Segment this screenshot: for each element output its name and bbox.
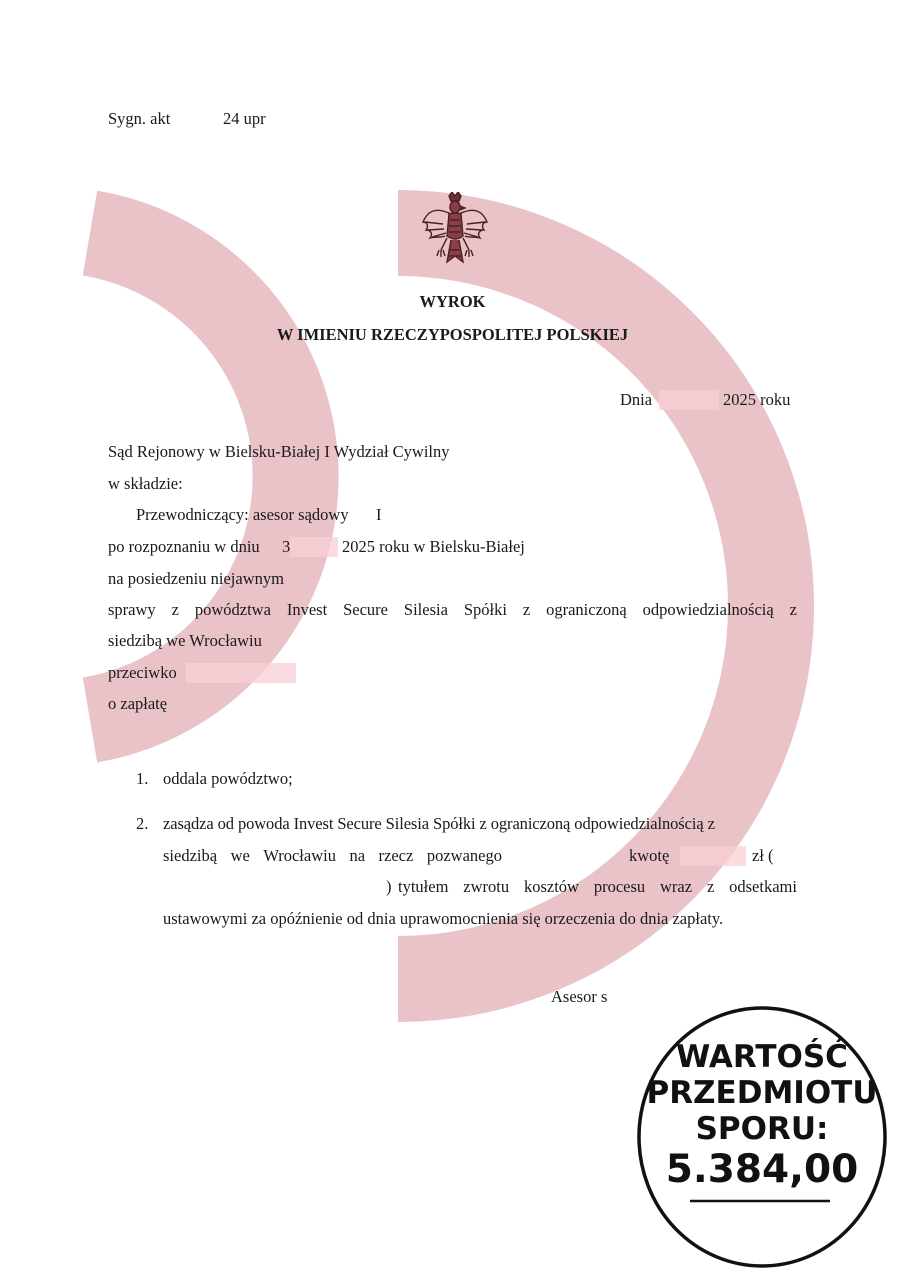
case-signature-value: 24 upr <box>223 109 266 128</box>
court-name: Sąd Rejonowy w Bielsku-Białej I Wydział Cywilny <box>108 442 450 461</box>
document-title: WYROK <box>419 292 486 311</box>
redacted-amount <box>680 846 746 866</box>
examined-prefix: po rozpoznaniu w dniu <box>108 537 260 556</box>
case-description-line-2: siedzibą we Wrocławiu <box>108 631 262 650</box>
ruling-2-line-2: siedzibą we Wrocławiu na rzecz pozwanego <box>163 846 502 865</box>
redacted-examined-date <box>290 537 338 557</box>
signature-text: Asesor s <box>551 987 608 1006</box>
redacted-defendant <box>186 663 296 683</box>
stamp-line-3: SPORU: <box>695 1111 829 1147</box>
examined-fragment: 3 <box>282 537 291 556</box>
ruling-2-line-1: zasądza od powoda Invest Secure Silesia Spółki z ograniczoną odpowiedzialnością z <box>163 814 715 833</box>
date-prefix: Dnia <box>620 390 653 409</box>
case-subject: o zapłatę <box>108 694 168 713</box>
ruling-2-currency: zł ( <box>752 846 774 865</box>
stamp-line-1: WARTOŚĆ <box>676 1039 848 1075</box>
dispute-value-stamp <box>636 1004 888 1270</box>
presiding-judge-tail: I <box>376 505 382 524</box>
ruling-2-amount-label: kwotę <box>629 846 670 865</box>
stamp-amount: 5.384,00 <box>665 1147 859 1192</box>
composition-label: w składzie: <box>108 474 183 493</box>
ruling-1-number: 1. <box>136 769 149 788</box>
presiding-judge: Przewodniczący: asesor sądowy <box>136 505 349 524</box>
ruling-2-line-3-start: ) <box>386 877 392 896</box>
examined-suffix: 2025 roku w Bielsku-Białej <box>342 537 525 556</box>
stamp-line-2: PRZEDMIOTU <box>646 1075 878 1111</box>
case-description-line-1: sprawy z powództwa Invest Secure Silesia Spółki z ograniczoną odpowiedzialnością z <box>108 600 797 619</box>
document-subtitle: W IMIENIU RZECZYPOSPOLITEJ POLSKIEJ <box>276 325 629 344</box>
redacted-date <box>659 390 719 410</box>
date-suffix: 2025 roku <box>723 390 791 409</box>
ruling-2-number: 2. <box>136 814 149 833</box>
case-signature-label: Sygn. akt <box>108 109 171 128</box>
polish-eagle-emblem-icon <box>421 192 489 266</box>
session-type: na posiedzeniu niejawnym <box>108 569 284 588</box>
ruling-1-text: oddala powództwo; <box>163 769 293 788</box>
ruling-2-line-3: tytułem zwrotu kosztów procesu wraz z odsetkami <box>398 877 797 896</box>
ruling-2-line-4: ustawowymi za opóźnienie od dnia uprawomocnienia się orzeczenia do dnia zapłaty. <box>163 909 724 928</box>
against-label: przeciwko <box>108 663 177 682</box>
